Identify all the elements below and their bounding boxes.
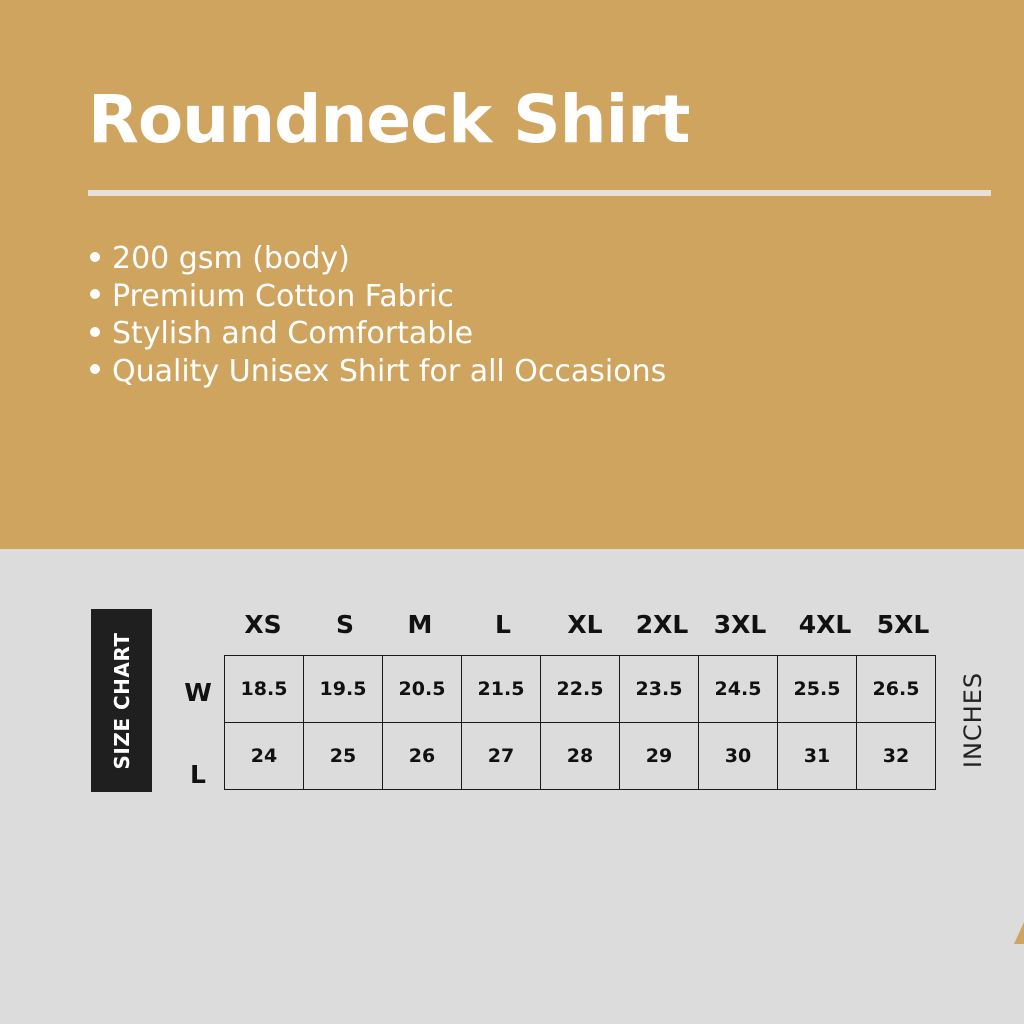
size-header-4xl: 4XL <box>798 610 852 639</box>
size-header-l: L <box>495 610 511 639</box>
table-cell: 21.5 <box>462 656 541 723</box>
table-cell: 28 <box>541 723 620 790</box>
table-cell: 22.5 <box>541 656 620 723</box>
table-cell: 32 <box>857 723 936 790</box>
size-header-5xl: 5XL <box>876 610 930 639</box>
unit-label: INCHES <box>959 671 987 769</box>
feature-text: Premium Cotton Fabric <box>112 278 454 314</box>
table-cell: 31 <box>778 723 857 790</box>
page-title: Roundneck Shirt <box>88 81 690 158</box>
table-cell: 19.5 <box>304 656 383 723</box>
feature-text: 200 gsm (body) <box>112 241 350 276</box>
feature-text: Quality Unisex Shirt for all Occasions <box>112 353 667 389</box>
corner-decoration <box>1014 922 1024 944</box>
feature-text: Stylish and Comfortable <box>112 316 474 351</box>
table-cell: 24.5 <box>699 656 778 723</box>
table-cell: 26 <box>383 723 462 790</box>
table-row <box>225 656 936 723</box>
size-header-xl: XL <box>567 610 603 639</box>
size-chart-tag-label: SIZE CHART <box>109 631 134 770</box>
row-label-width: W <box>184 678 212 707</box>
row-label-length: L <box>190 760 206 789</box>
size-chart-tag <box>91 609 152 792</box>
list-item <box>88 353 666 391</box>
divider <box>88 190 991 196</box>
size-header-xs: XS <box>244 610 282 639</box>
table-cell: 26.5 <box>857 656 936 723</box>
table-cell: 25 <box>304 723 383 790</box>
feature-list <box>88 240 666 390</box>
bullet-icon <box>90 327 100 337</box>
table-cell: 20.5 <box>383 656 462 723</box>
size-header-2xl: 2XL <box>635 610 689 639</box>
table-row <box>225 723 936 790</box>
list-item <box>88 278 666 316</box>
table-cell: 30 <box>699 723 778 790</box>
size-header-3xl: 3XL <box>713 610 767 639</box>
table-cell: 27 <box>462 723 541 790</box>
list-item <box>88 315 666 353</box>
size-table <box>224 655 936 790</box>
bullet-icon <box>90 289 100 299</box>
table-cell: 24 <box>225 723 304 790</box>
bullet-icon <box>90 252 100 262</box>
list-item <box>88 240 666 278</box>
table-cell: 18.5 <box>225 656 304 723</box>
bullet-icon <box>90 364 100 374</box>
size-header-s: S <box>335 610 354 639</box>
size-header-m: M <box>407 610 433 639</box>
table-cell: 23.5 <box>620 656 699 723</box>
table-cell: 25.5 <box>778 656 857 723</box>
table-cell: 29 <box>620 723 699 790</box>
